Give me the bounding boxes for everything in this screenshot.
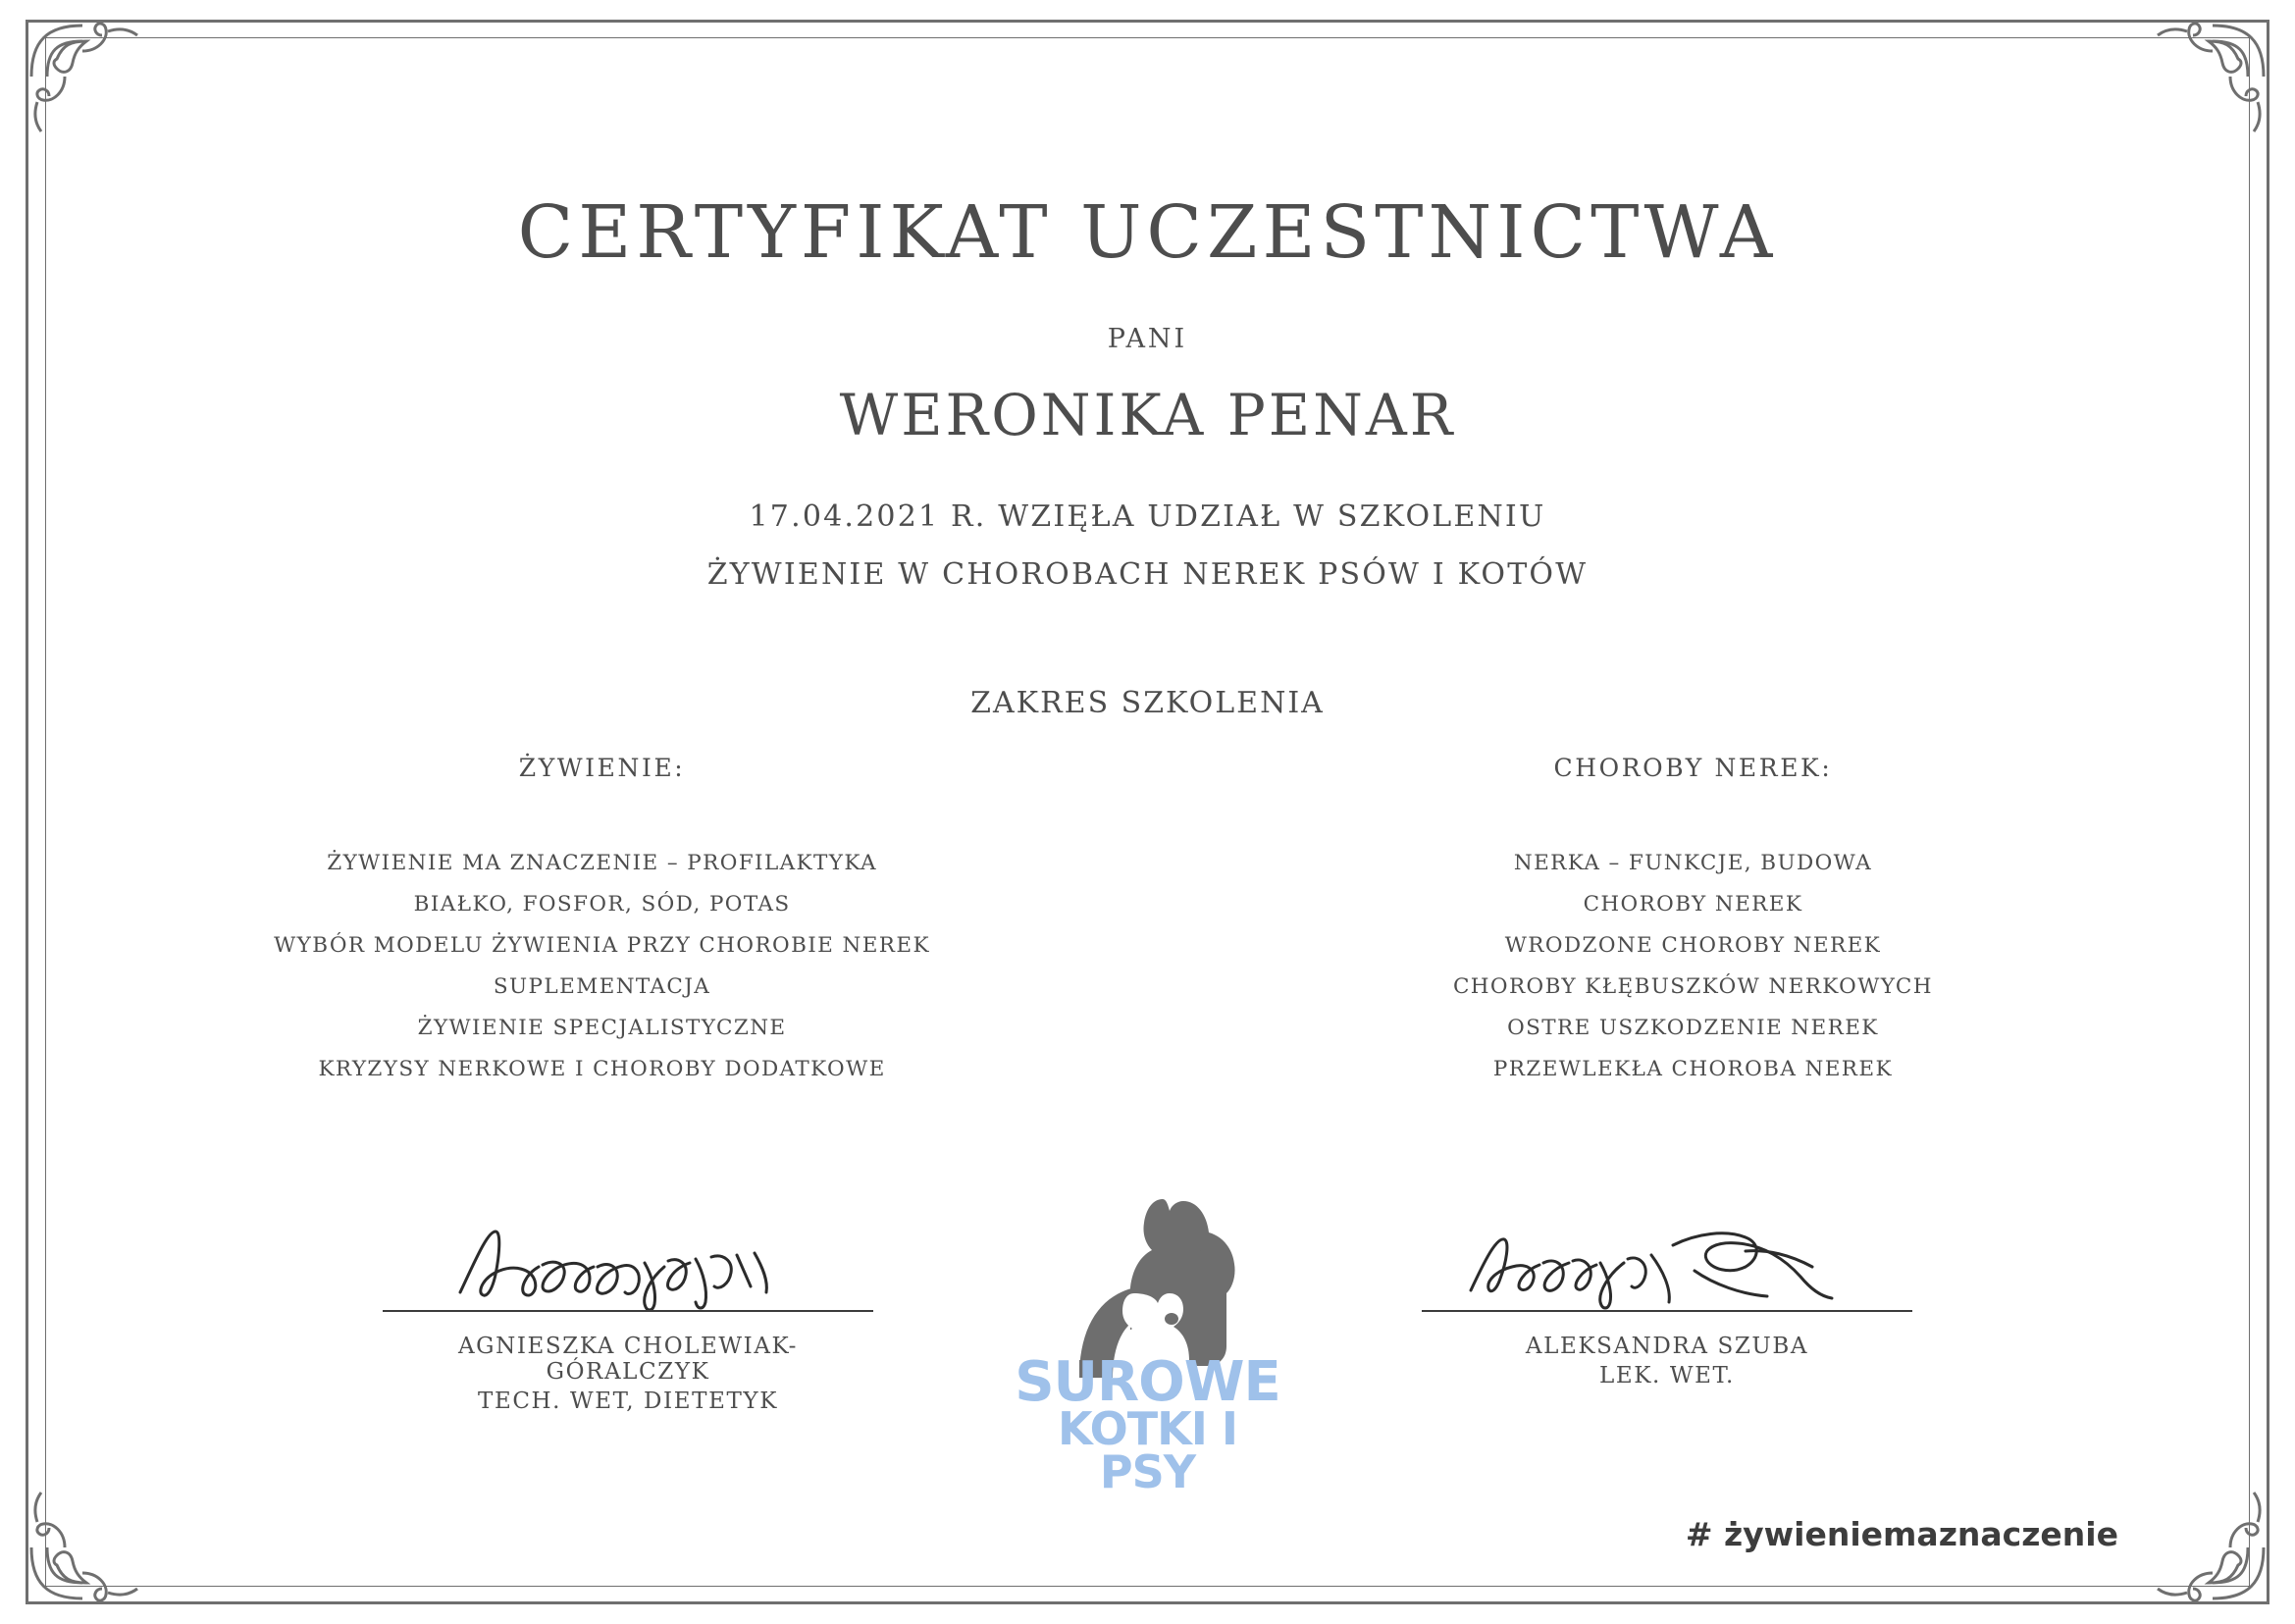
scope-columns — [59, 754, 2236, 1090]
recipient-name: WERONIKA PENAR — [839, 382, 1456, 448]
column-item: PRZEWLEKŁA CHOROBA NEREK — [1492, 1057, 1893, 1081]
column-item: KRYZYSY NERKOWE I CHOROBY DODATKOWE — [318, 1057, 886, 1081]
column-item: WRODZONE CHOROBY NEREK — [1504, 933, 1882, 958]
column-item: SUPLEMENTACJA — [493, 974, 711, 999]
signature-rule — [1422, 1310, 1912, 1312]
brand-logo-line2: KOTKI I PSY — [1058, 1402, 1237, 1498]
scope-heading: ZAKRES SZKOLENIA — [970, 686, 1325, 720]
signatory-role: LEK. WET. — [1599, 1363, 1735, 1388]
signatory-name: AGNIESZKA CHOLEWIAK-GÓRALCZYK — [457, 1334, 799, 1385]
column-heading: CHOROBY NEREK: — [1553, 754, 1833, 782]
brand-logo — [962, 1191, 1334, 1498]
signatory-role: TECH. WET, DIETETYK — [478, 1388, 778, 1414]
column-heading: ŻYWIENIE: — [518, 754, 686, 782]
course-title: ŻYWIENIE W CHOROBACH NEREK PSÓW I KOTÓW — [706, 557, 1589, 592]
column-item: ŻYWIENIE SPECJALISTYCZNE — [417, 1016, 787, 1040]
brand-logo-line1: SUROWE — [1015, 1350, 1280, 1414]
scope-column-kidney-diseases — [1228, 754, 2158, 1090]
column-item: BIAŁKO, FOSFOR, SÓD, POTAS — [413, 892, 791, 917]
handwritten-signature-icon — [1422, 1216, 1912, 1310]
column-item: CHOROBY KŁĘBUSZKÓW NERKOWYCH — [1452, 974, 1933, 999]
column-item: CHOROBY NEREK — [1583, 892, 1803, 917]
brand-logo-text — [1015, 1350, 1280, 1498]
page-title: CERTYFIKAT UCZESTNICTWA — [517, 190, 1778, 275]
hashtag-label: # żywieniemaznaczenie — [1685, 1515, 2118, 1553]
scope-column-nutrition — [137, 754, 1067, 1090]
signatory-name: ALEKSANDRA SZUBA — [1525, 1334, 1809, 1359]
column-item: WYBÓR MODELU ŻYWIENIA PRZY CHOROBIE NEREK — [274, 933, 930, 958]
column-item: NERKA – FUNKCJE, BUDOWA — [1513, 851, 1872, 875]
signature-rule — [383, 1310, 873, 1312]
column-item: ŻYWIENIE MA ZNACZENIE – PROFILAKTYKA — [327, 851, 877, 875]
salutation: PANI — [1107, 324, 1188, 354]
certificate-content — [59, 53, 2236, 1571]
participation-line: 17.04.2021 R. WZIĘŁA UDZIAŁ W SZKOLENIU — [749, 499, 1546, 534]
handwritten-signature-icon — [383, 1216, 873, 1310]
column-item: OSTRE USZKODZENIE NEREK — [1507, 1016, 1879, 1040]
signature-block-left — [383, 1216, 873, 1414]
signature-block-right — [1422, 1216, 1912, 1414]
